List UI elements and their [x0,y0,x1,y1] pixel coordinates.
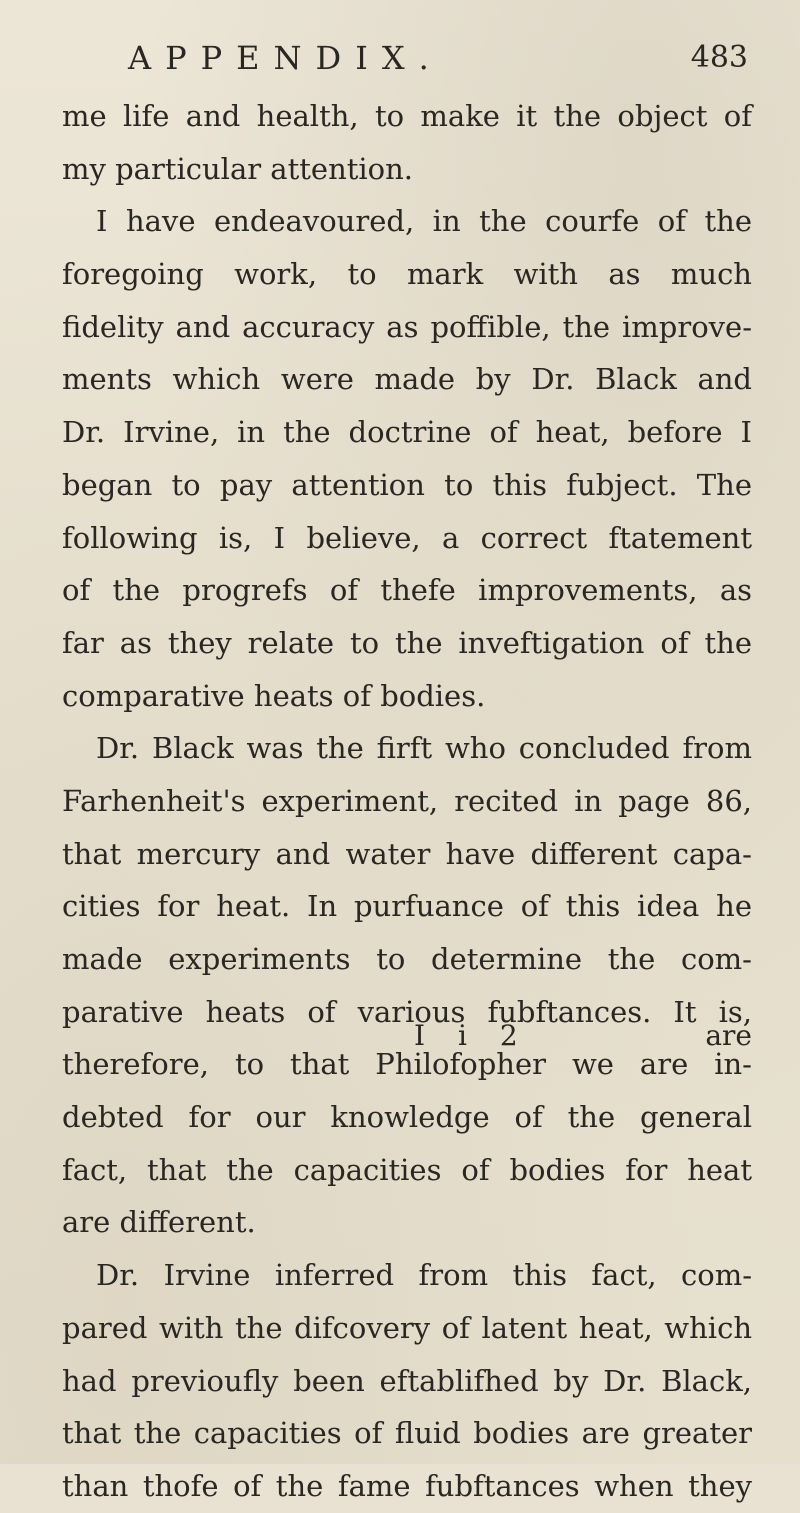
text-line: ments which were made by Dr. Black and [62,362,752,397]
text-line: foregoing work, to mark with as much [62,257,752,292]
text-line: debted for our knowledge of the general [62,1100,752,1135]
text-line: pared with the difcovery of latent heat, which [62,1310,752,1345]
text-line: parative heats of various fubftances. It is, [62,994,752,1029]
body-text [62,90,752,1513]
text-line: fact, that the capacities of bodies for heat [62,1152,752,1187]
text-line: therefore, to that Philofopher we are in- [62,1047,752,1082]
text-line: me life and health, to make it the object of [62,99,752,133]
text-line: following is, I believe, a correct ftatement [62,520,752,555]
catchword: are [705,1019,752,1052]
text-line: are different. [62,1205,256,1240]
text-line: had previoufly been eftablifhed by Dr. Black, [62,1363,752,1398]
text-line: comparative heats of bodies. [62,678,486,713]
text-line: my particular attention. [62,151,414,186]
text-line: than thofe of the fame fubftances when they [62,1468,752,1503]
text-line: that the capacities of fluid bodies are greater [62,1416,752,1451]
signature-mark: I i 2 [414,1019,530,1052]
text-line: I have endeavoured, in the courfe of the [96,204,752,239]
page-header [128,36,748,80]
text-line: made experiments to determine the com- [62,942,752,976]
text-line: cities for heat. In purfuance of this idea he [62,889,752,924]
page-number: 483 [690,40,748,75]
text-line: far as they relate to the inveftigation of the [62,625,752,660]
text-line: Dr. Black was the firft who concluded from [96,731,752,766]
text-line: Dr. Irvine, in the doctrine of heat, before I [62,415,752,450]
text-line: of the progrefs of thefe improvements, as [62,573,752,608]
text-line: Farhenheit's experiment, recited in page 86, [62,783,752,818]
text-line: fidelity and accuracy as poffible, the improve- [62,309,752,344]
text-line: Dr. Irvine inferred from this fact, com- [96,1258,752,1293]
text-line: that mercury and water have different capa- [62,836,752,871]
page-footer [62,1010,752,1062]
text-line: began to pay attention to this fubject. The [62,467,752,502]
running-head: APPENDIX. [128,39,443,77]
